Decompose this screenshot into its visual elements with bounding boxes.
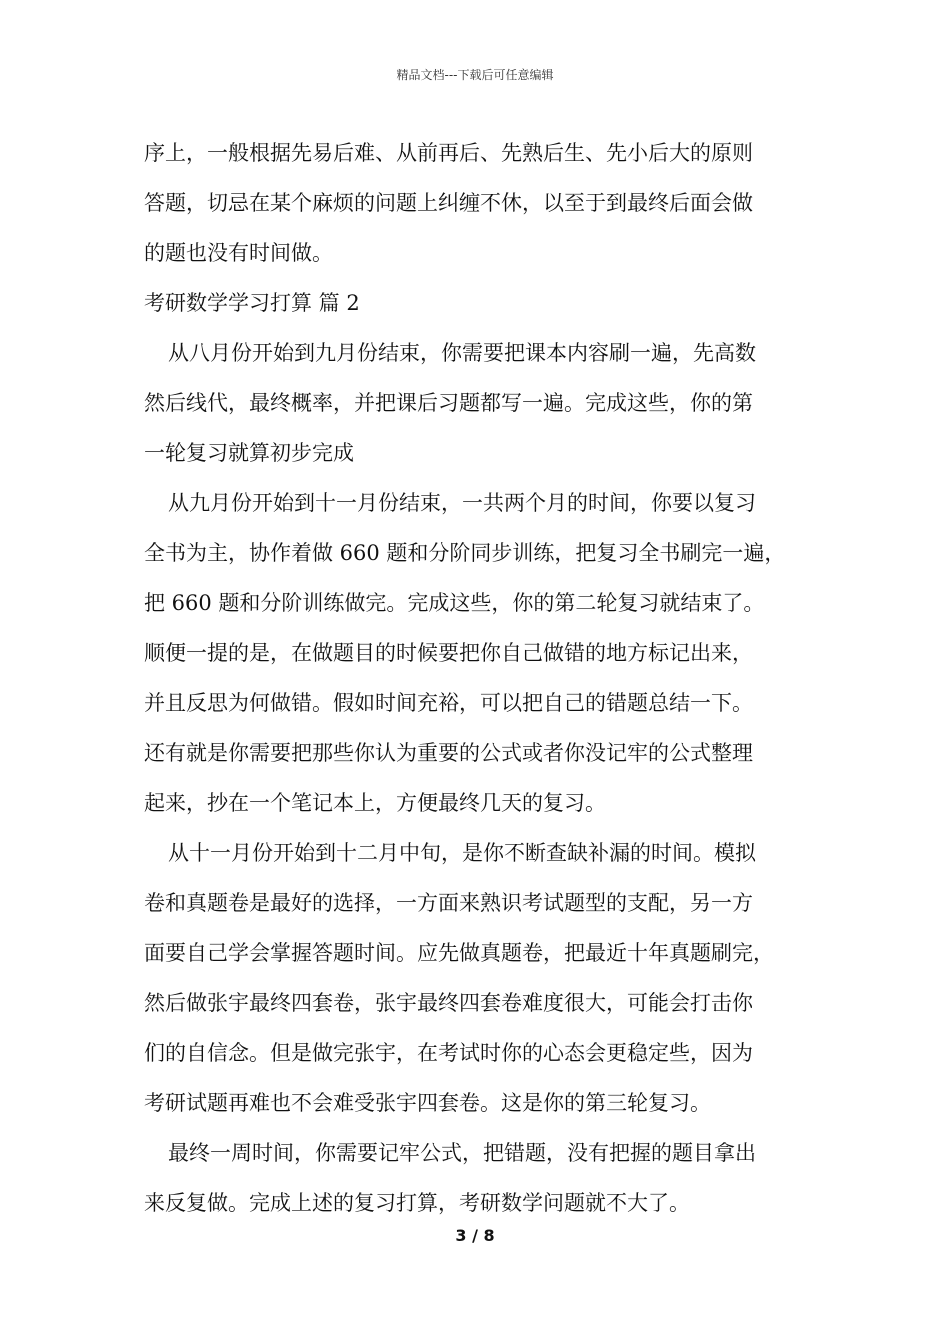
- text-line: 全书为主，协作着做 660 题和分阶同步训练，把复习全书刷完一遍，: [144, 541, 786, 565]
- text-line: 考研试题再难也不会难受张宇四套卷。这是你的第三轮复习。: [144, 1091, 711, 1115]
- text-line: 然后线代，最终概率，并把课后习题都写一遍。完成这些，你的第: [144, 391, 753, 415]
- text-line: 把 660 题和分阶训练做完。完成这些，你的第二轮复习就结束了。: [144, 591, 765, 615]
- text-line: 从十一月份开始到十二月中旬，是你不断查缺补漏的时间。模拟: [168, 841, 756, 865]
- text-line: 面要自己学会掌握答题时间。应先做真题卷，把最近十年真题刷完，: [144, 941, 774, 965]
- text-line: 然后做张宇最终四套卷，张宇最终四套卷难度很大，可能会打击你: [144, 991, 753, 1015]
- text-line: 最终一周时间，你需要记牢公式，把错题，没有把握的题目拿出: [168, 1141, 756, 1165]
- text-line: 一轮复习就算初步完成: [144, 441, 354, 465]
- text-line: 序上，一般根据先易后难、从前再后、先熟后生、先小后大的原则: [144, 141, 753, 165]
- text-line: 答题，切忌在某个麻烦的问题上纠缠不休，以至于到最终后面会做: [144, 191, 753, 215]
- text-line: 并且反思为何做错。假如时间充裕，可以把自己的错题总结一下。: [144, 691, 753, 715]
- text-line: 卷和真题卷是最好的选择，一方面来熟识考试题型的支配，另一方: [144, 891, 753, 915]
- text-line: 从九月份开始到十一月份结束，一共两个月的时间，你要以复习: [168, 491, 756, 515]
- text-line: 来反复做。完成上述的复习打算，考研数学问题就不大了。: [144, 1191, 690, 1215]
- text-line: 顺便一提的是，在做题目的时候要把你自己做错的地方标记出来，: [144, 641, 753, 665]
- text-line: 从八月份开始到九月份结束，你需要把课本内容刷一遍，先高数: [168, 341, 756, 365]
- text-line: 们的自信念。但是做完张宇，在考试时你的心态会更稳定些，因为: [144, 1041, 753, 1065]
- text-line: 还有就是你需要把那些你认为重要的公式或者你没记牢的公式整理: [144, 741, 753, 765]
- section-heading: 考研数学学习打算 篇 2: [144, 291, 360, 315]
- page-number: 3 / 8: [455, 1226, 495, 1245]
- page-header: 精品文档---下载后可任意编辑: [396, 68, 554, 82]
- text-line: 起来，抄在一个笔记本上，方便最终几天的复习。: [144, 791, 606, 815]
- text-line: 的题也没有时间做。: [144, 241, 333, 265]
- document-body: [144, 128, 824, 1228]
